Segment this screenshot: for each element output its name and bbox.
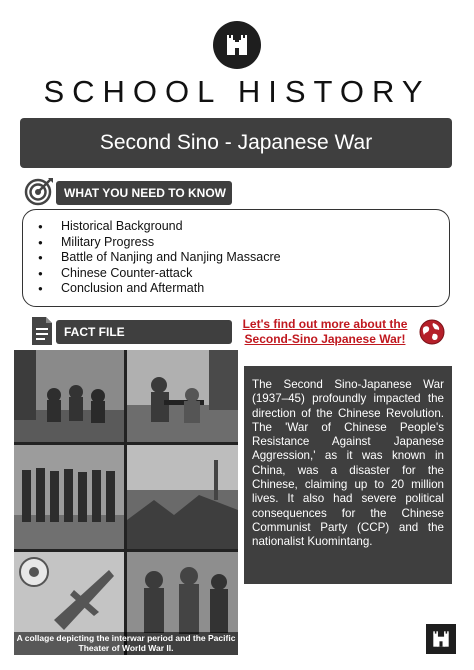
school-history-logo bbox=[213, 21, 261, 69]
caption-line-1: A collage depicting the interwar period and the Pacific bbox=[16, 633, 236, 643]
list-item: ● Battle of Nanjing and Nanjing Massacre bbox=[61, 250, 449, 266]
list-item: ● Conclusion and Aftermath bbox=[61, 281, 449, 297]
list-item: ● Military Progress bbox=[61, 235, 449, 251]
document-icon bbox=[30, 316, 54, 346]
castle-icon bbox=[224, 32, 250, 58]
war-description: The Second Sino-Japanese War (1937–45) profoundly impacted the direction of the Chinese Revolution. The 'War of Chinese People's Resistance Against Japanese Aggression,' as it was known in China, was a disaster for the Chinese, claiming up to 20 million lives. It also had severe political consequences for the Chinese Communist Party (CCP) and the nationalist Kuomintang. bbox=[244, 366, 452, 584]
brand-title: SCHOOL HISTORY bbox=[43, 74, 431, 109]
need-to-know-heading: WHAT YOU NEED TO KNOW bbox=[56, 181, 232, 205]
caption-line-2: Theater of World War II. bbox=[78, 643, 174, 653]
fact-file-heading: FACT FILE bbox=[56, 320, 232, 344]
page-title: Second Sino - Japanese War bbox=[20, 118, 452, 168]
link-line-2: Second-Sino Japanese War! bbox=[244, 332, 406, 346]
castle-icon bbox=[431, 629, 451, 649]
target-icon bbox=[24, 176, 54, 206]
list-item: ● Historical Background bbox=[61, 219, 449, 235]
list-item: ● Chinese Counter-attack bbox=[61, 266, 449, 282]
collage-caption bbox=[14, 633, 238, 653]
link-line-1: Let's find out more about the bbox=[242, 317, 408, 331]
war-photo-collage bbox=[14, 350, 238, 655]
corner-logo bbox=[426, 624, 456, 654]
find-out-more-link[interactable] bbox=[240, 317, 410, 347]
globe-icon[interactable] bbox=[418, 318, 446, 346]
need-to-know-list bbox=[22, 209, 450, 307]
